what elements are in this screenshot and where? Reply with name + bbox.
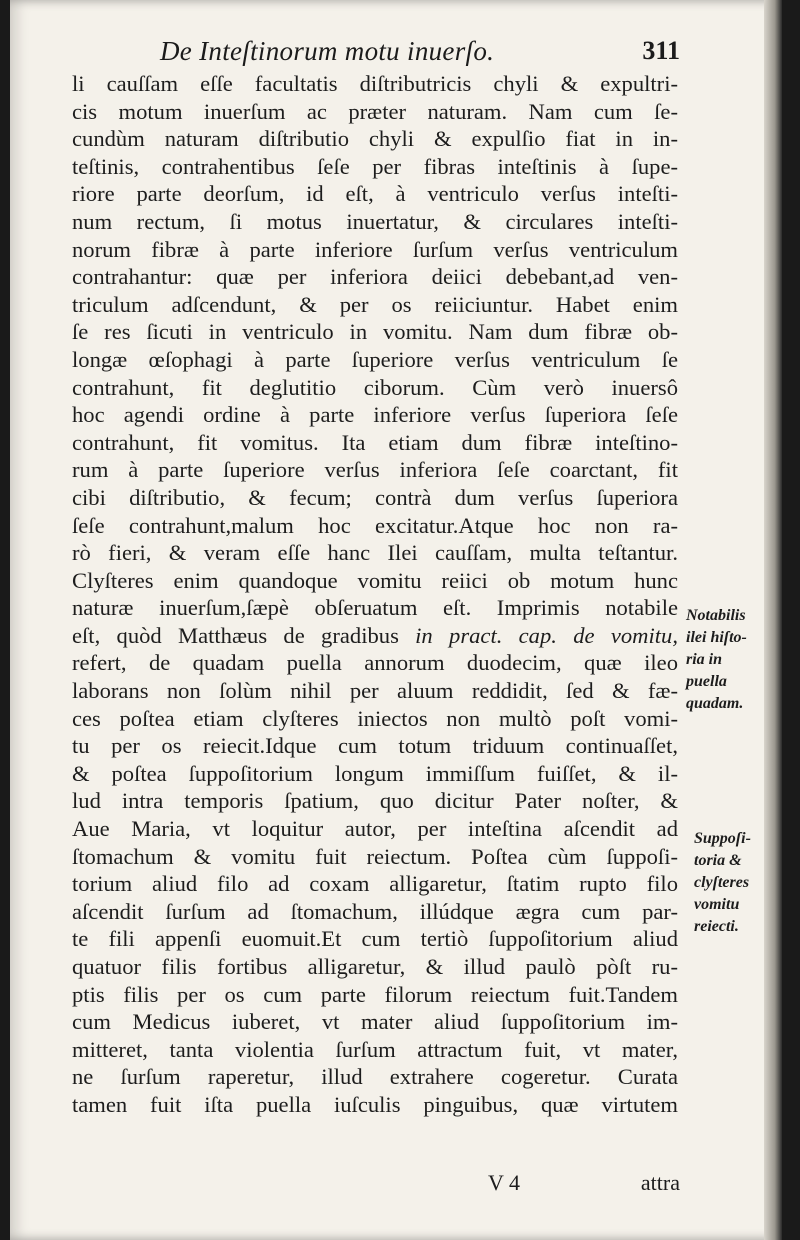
text-line: mitteret, tanta violentia ſurſum attractum fuit, vt mater,	[72, 1036, 678, 1062]
margin-note-line: ria in	[686, 651, 723, 668]
text-line: contrahunt, fit deglutitio ciborum. Cùm verò inuersô	[72, 374, 678, 400]
text-line: cis motum inuerſum ac præter naturam. Nam cum ſe-	[72, 98, 678, 124]
text-line: lud intra temporis ſpatium, quo dicitur Pater noſter, &	[72, 788, 678, 814]
margin-note-line: vomitu	[694, 896, 740, 913]
text-line: num rectum, ſi motus inuertatur, & circulares inteſti-	[72, 208, 678, 234]
text-line: torium aliud filo ad coxam alligaretur, ſtatim rupto filo	[72, 871, 678, 897]
body-text	[72, 70, 678, 1119]
text-line-with-citation	[72, 622, 678, 650]
text-line: norum fibræ à parte inferiore ſurſum verſus ventriculum	[72, 236, 678, 262]
page-header	[160, 36, 680, 70]
inline-citation: in pract. cap. de vomitu,	[415, 622, 678, 648]
text-line: contrahunt, fit vomitus. Ita etiam dum fibræ inteſtino-	[72, 429, 678, 455]
text-line: longæ œſophagi à parte ſuperiore verſus ventriculum ſe	[72, 346, 678, 372]
text-line: Clyſteres enim quandoque vomitu reiici ob motum hunc	[72, 567, 678, 593]
text-segment: eſt, quòd Matthæus de gradibus	[72, 622, 416, 648]
text-line: & poſtea ſuppoſitorium longum immiſſum fuiſſet, & il-	[72, 760, 678, 786]
margin-note-line: puella	[686, 673, 727, 690]
text-line: tu per os reiecit.Idque cum totum triduum continuaſſet,	[72, 733, 678, 759]
text-line: te fili appenſi euomuit.Et cum tertiò ſuppoſitorium aliud	[72, 926, 678, 952]
signature-mark: V 4	[488, 1170, 520, 1195]
text-line: riore parte deorſum, id eſt, à ventriculo verſus inteſti-	[72, 181, 678, 207]
text-line: cibi diſtributio, & fecum; contrà dum verſus ſuperiora	[72, 484, 678, 510]
catchword: attra	[640, 1170, 680, 1195]
page-number: 311	[642, 36, 680, 65]
text-line: cundùm naturam diſtributio chyli & expulſio fiat in in-	[72, 126, 678, 152]
book-page	[10, 0, 782, 1240]
text-line: ne ſurſum raperetur, illud extrahere cogeretur. Curata	[72, 1064, 678, 1090]
margin-note-ileus	[686, 605, 747, 715]
text-line: rum à parte ſuperiore verſus inferiora ſeſe coarctant, fit	[72, 457, 678, 483]
text-line: contrahantur: quæ per inferiora deiici debebant,ad ven-	[72, 264, 678, 290]
page-footer	[72, 1170, 680, 1200]
margin-note-suppositoria	[694, 828, 751, 938]
text-line: Aue Maria, vt loquitur autor, per inteſtina aſcendit ad	[72, 816, 678, 842]
page-edge	[764, 0, 782, 1240]
text-line: ſtomachum & vomitu fuit reiectum. Poſtea cùm ſuppoſi-	[72, 843, 678, 869]
text-line: triculum adſcendunt, & per os reiiciuntur. Habet enim	[72, 291, 678, 317]
text-line: refert, de quadam puella annorum duodecim, quæ ileo	[72, 650, 678, 676]
text-line: cum Medicus iuberet, vt mater aliud ſuppoſitorium im-	[72, 1009, 678, 1035]
text-line: naturæ inuerſum,ſæpè obſeruatum eſt. Imprimis notabile	[72, 595, 678, 621]
margin-note-line: quadam.	[686, 695, 744, 712]
text-line: quatuor filis fortibus alligaretur, & illud paulò pòſt ru-	[72, 954, 678, 979]
text-line: ſeſe contrahunt,malum hoc excitatur.Atque hoc non ra-	[72, 512, 678, 538]
text-line: ces poſtea etiam clyſteres iniectos non multò poſt vomi-	[72, 705, 678, 731]
text-line: li cauſſam eſſe facultatis diſtributricis chyli & expultri-	[72, 71, 678, 96]
margin-note-line: Suppoſi-	[694, 830, 751, 847]
text-line: rò fieri, & veram eſſe hanc Ilei cauſſam, multa teſtantur.	[72, 540, 678, 566]
running-title: De Inteſtinorum motu inuerſo.	[160, 36, 495, 66]
text-line: aſcendit ſurſum ad ſtomachum, illúdque ægra cum par-	[72, 898, 678, 924]
text-line: hoc agendi ordine à parte inferiore verſus ſuperiora ſeſe	[72, 402, 678, 428]
text-line: laborans non ſolùm nihil per aluum reddidit, ſed & fæ-	[72, 678, 678, 704]
margin-note-line: reiecti.	[694, 918, 739, 935]
margin-note-line: Notabilis	[686, 607, 746, 624]
text-line: teſtinis, contrahentibus ſeſe per fibras inteſtinis à ſupe-	[72, 153, 678, 179]
margin-note-line: ilei hiſto-	[686, 629, 747, 646]
margin-note-line: clyſteres	[694, 874, 750, 891]
text-line: ptis filis per os cum parte filorum reiectum fuit.Tandem	[72, 981, 678, 1007]
margin-note-line: toria &	[694, 852, 742, 869]
text-line: ſe res ſicuti in ventriculo in vomitu. Nam dum fibræ ob-	[72, 319, 678, 345]
text-line: tamen fuit iſta puella iuſculis pinguibus, quæ virtutem	[72, 1091, 678, 1117]
